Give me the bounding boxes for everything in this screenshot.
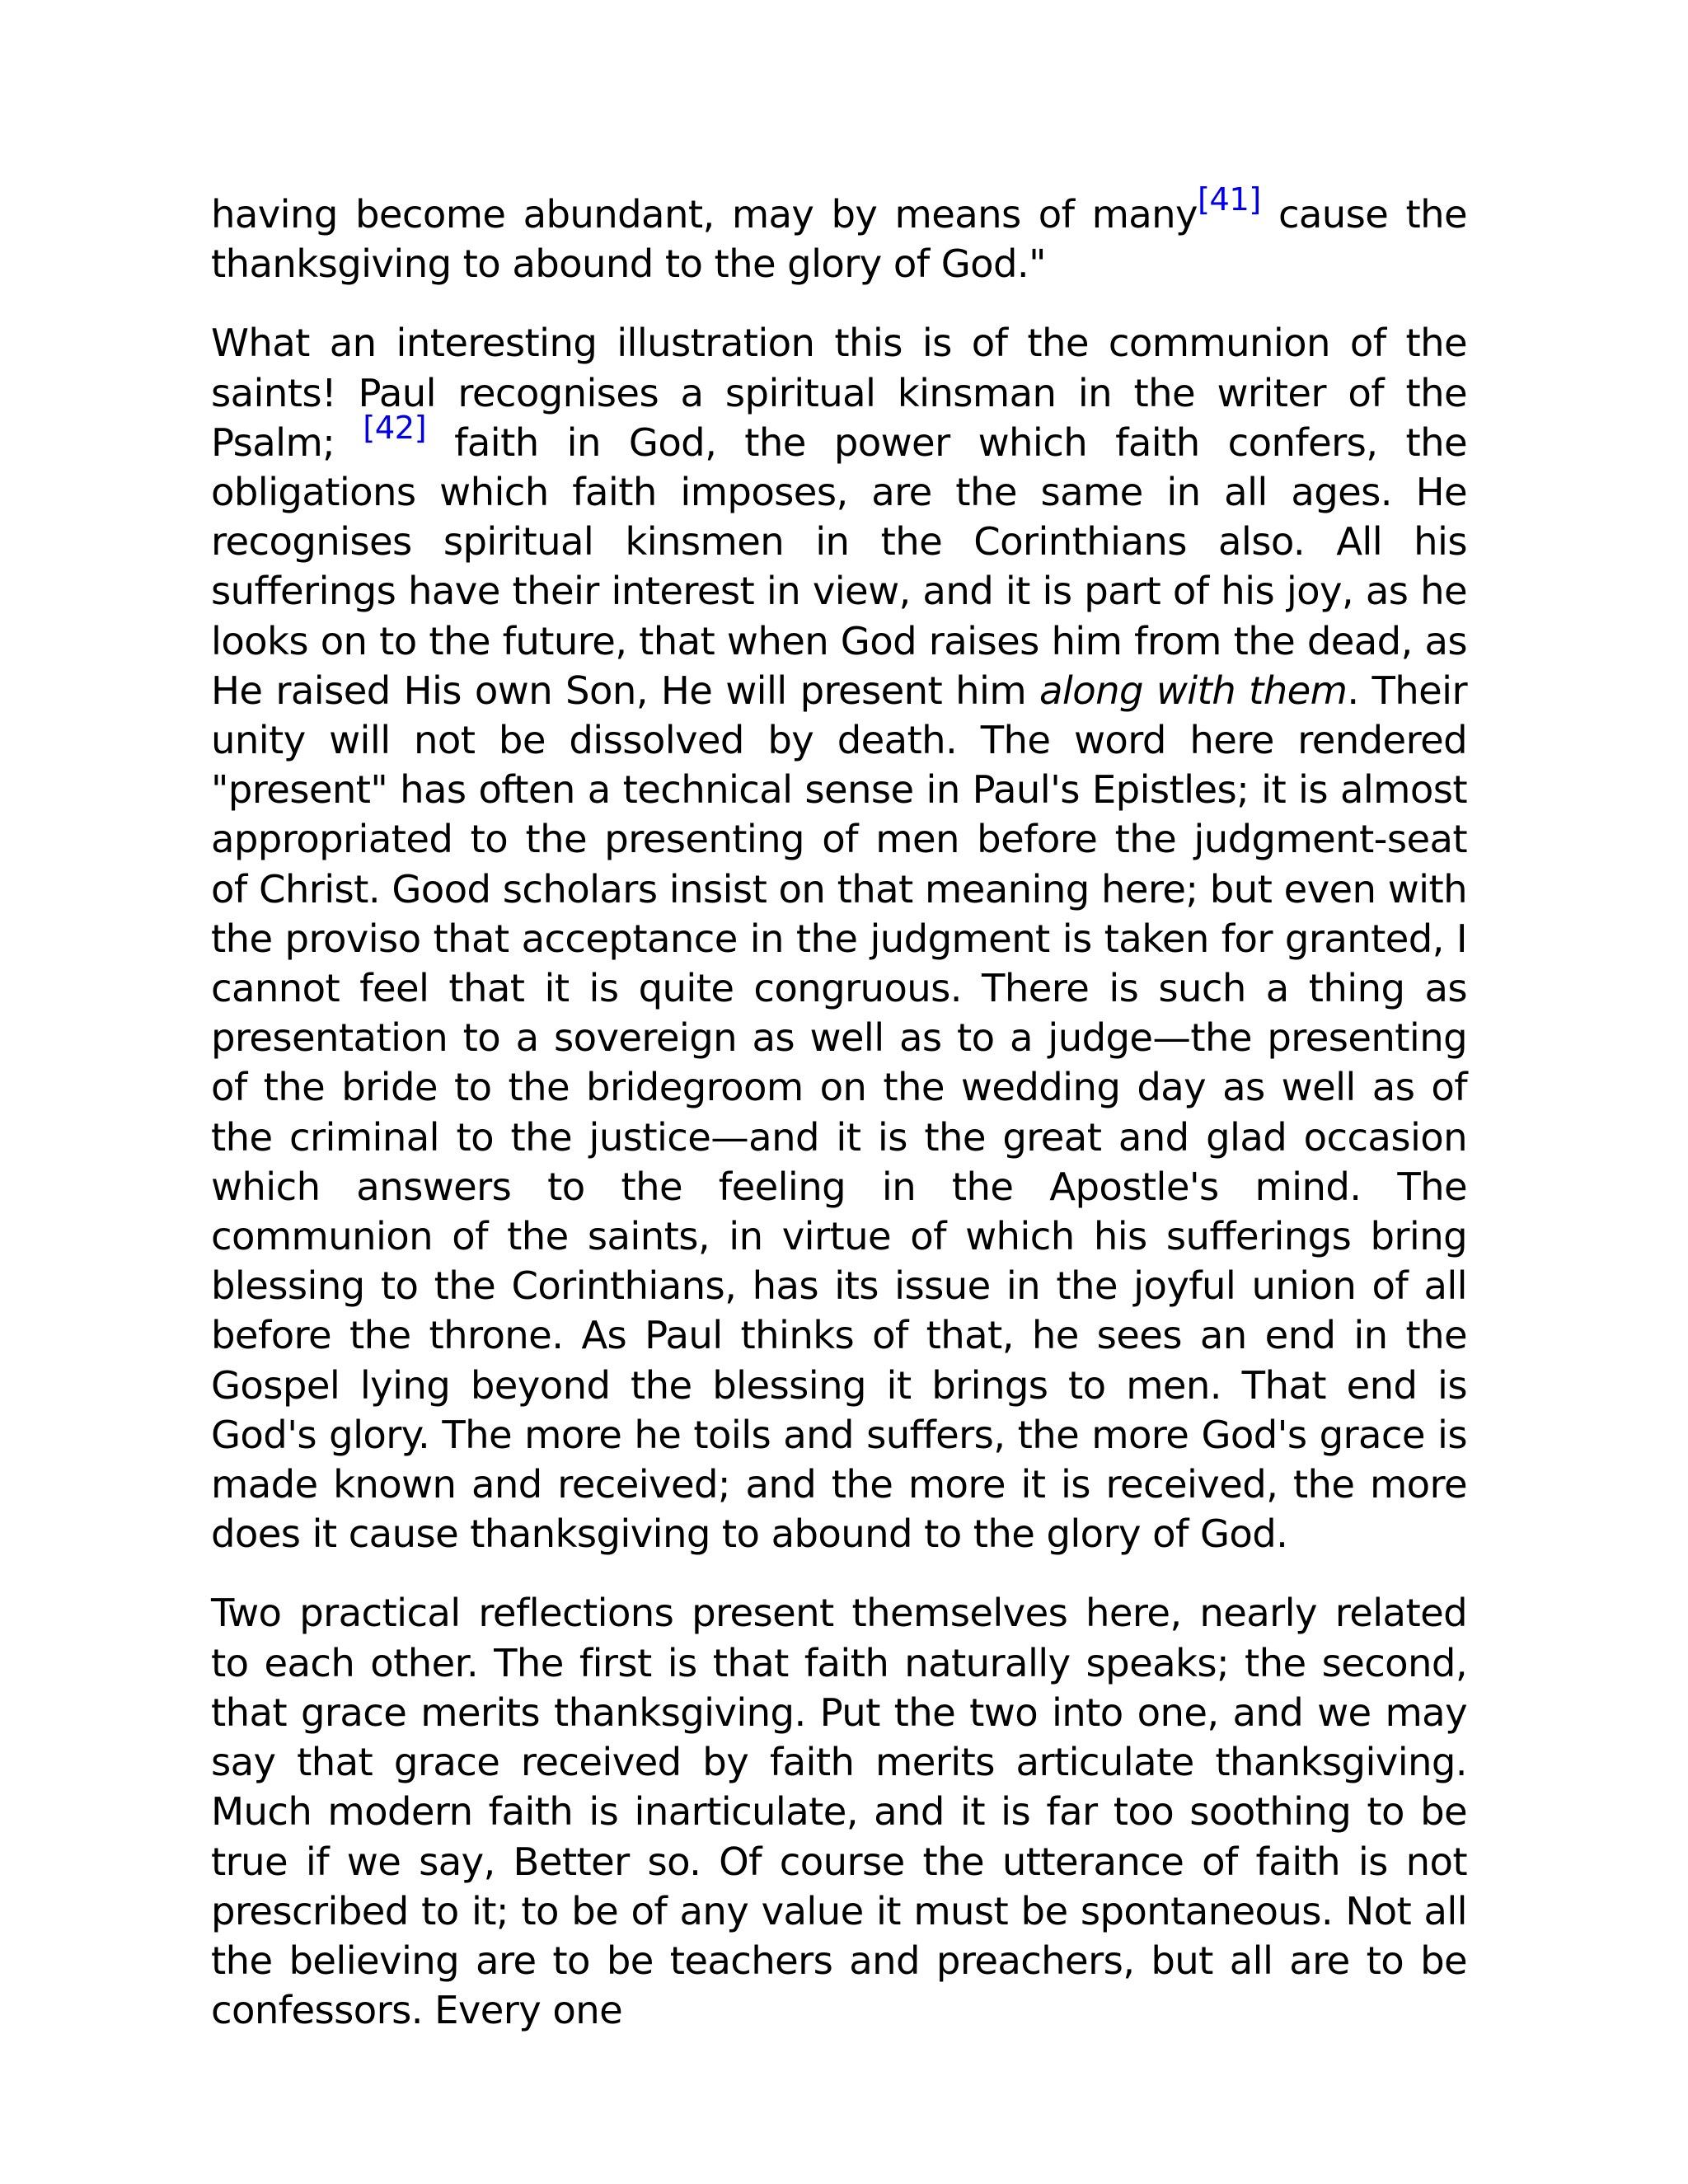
paragraph-3: Two practical reflections present themselves here, nearly related to each other. The first is that faith naturally speaks; the second, that grace merits thanksgiving. Put the two into one, and we may say that grace received by faith merits articulate thanksgiving. Much modern faith is inarticulate, and it is far too soothing to be true if we say, Better so. Of course the utterance of faith is not prescribed to it; to be of any value it must be spontaneous. Not all the believing are to be teachers and preachers, but all are to be confessors. Every one bbox=[211, 1591, 1467, 2033]
paragraph-2 bbox=[211, 318, 1467, 1558]
paragraph-2-emphasis: along with them bbox=[1039, 668, 1348, 713]
paragraph-1 bbox=[211, 180, 1467, 288]
paragraph-2-text-c: . Their unity will not be dissolved by death. The word here rendered "present" has often a technical sense in Paul's Epistles; it is almost appropriated to the presenting of men before the judgment-seat of Christ. Good scholars insist on that meaning here; but even with the proviso that acceptance in the judgment is taken for granted, I cannot feel that it is quite congruous. There is such a thing as presentation to a sovereign as well as to a judge—the presenting of the bride to the bridegroom on the wedding day as well as of the criminal to the justice—and it is the great and glad occasion which answers to the feeling in the Apostle's mind. The communion of the saints, in virtue of which his sufferings bring blessing to the Corinthians, has its issue in the joyful union of all before the throne. As Paul thinks of that, he sees an end in the Gospel lying beyond the blessing it brings to men. That end is God's glory. The more he toils and suffers, the more God's grace is made known and received; and the more it is received, the more does it cause thanksgiving to abound to the glory of God. bbox=[211, 668, 1467, 1557]
footnote-link-41[interactable]: [41] bbox=[1197, 180, 1261, 218]
paragraph-1-text-a: having become abundant, may by means of many bbox=[211, 192, 1198, 237]
document-page bbox=[211, 180, 1467, 2064]
paragraph-2-text-a: What an interesting illustration this is of the communion of the saints! Paul recognises a spiritual kinsman in the writer of the Psalm; bbox=[211, 321, 1467, 465]
paragraph-1-text-b: cause the thanksgiving to abound to the glory of God." bbox=[211, 192, 1467, 287]
paragraph-2-text-b: faith in God, the power which faith confers, the obligations which faith imposes, are the same in all ages. He recognises spiritual kinsmen in the Corinthians also. All his sufferings have their interest in view, and it is part of his joy, as he looks on to the future, that when God raises him from the dead, as He raised His own Son, He will present him bbox=[211, 419, 1467, 713]
footnote-link-42[interactable]: [42] bbox=[363, 409, 427, 447]
